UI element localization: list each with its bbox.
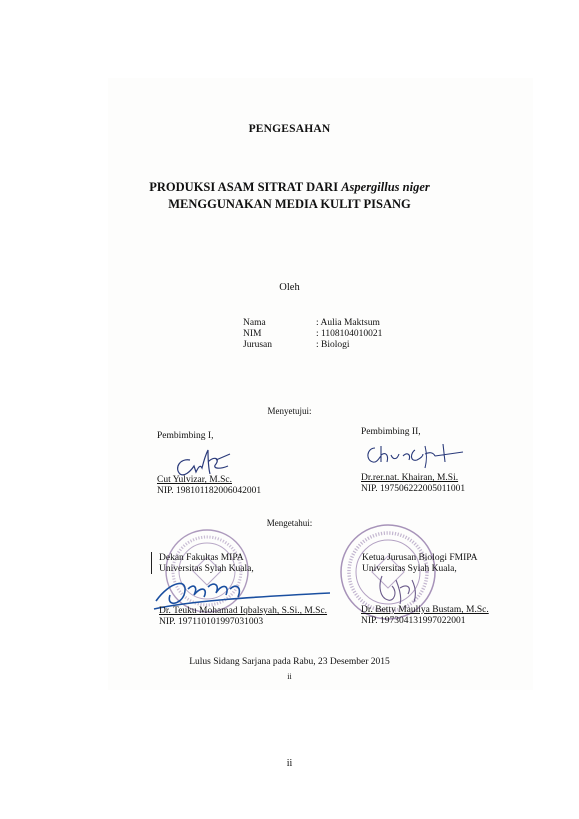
- title-organism: Aspergillus niger: [341, 180, 430, 194]
- ketua-name: Dr. Betty Mauliya Bustam, M.Sc.: [361, 605, 489, 615]
- approval-heading: Menyetujui:: [267, 406, 312, 416]
- field-value-nama: : Aulia Maktsum: [316, 318, 380, 328]
- pembimbing2-name: Dr.rer.nat. Khairan, M.Si.: [361, 473, 459, 483]
- acknowledgement-heading: Mengetahui:: [266, 518, 313, 528]
- field-label-jurusan: Jurusan: [243, 340, 273, 350]
- field-label-nama: Nama: [243, 318, 266, 328]
- inner-page-number: ii: [287, 672, 292, 681]
- dekan-nip: NIP. 197110101997031003: [159, 617, 264, 627]
- pembimbing1-name: Cut Yulvizar, M.Sc.: [157, 475, 232, 485]
- dekan-name: Dr. Teuku Mohamad Iqbalsyah, S.Si., M.Sc.: [159, 606, 328, 616]
- page-number: ii: [286, 758, 293, 769]
- page-heading: PENGESAHAN: [248, 123, 331, 135]
- signature-pembimbing2: [363, 440, 468, 470]
- signature-ketua: [372, 570, 432, 606]
- pembimbing2-role: Pembimbing II,: [361, 427, 421, 437]
- ketua-nip: NIP. 197304131997022001: [361, 616, 466, 626]
- pembimbing2-nip: NIP. 197506222005011001: [361, 484, 466, 494]
- thesis-title-line1: [0, 180, 579, 195]
- dekan-role-line1: Dekan Fakultas MIPA: [159, 553, 244, 563]
- ketua-role-line1: Ketua Jurusan Biologi FMIPA: [362, 553, 478, 563]
- pembimbing1-role: Pembimbing I,: [157, 431, 214, 441]
- ketua-role-line2: Universitas Syiah Kuala,: [362, 564, 457, 574]
- field-value-nim: : 1108104010021: [316, 329, 383, 339]
- author-intro: Oleh: [279, 282, 300, 293]
- title-line1-prefix: PRODUKSI ASAM SITRAT DARI: [149, 180, 342, 194]
- graduation-note: Lulus Sidang Sarjana pada Rabu, 23 Desember 2015: [189, 657, 390, 667]
- field-label-nim: NIM: [243, 329, 262, 339]
- signature-pembimbing1: [172, 446, 252, 478]
- pembimbing1-nip: NIP. 198101182006042001: [157, 486, 262, 496]
- thesis-title-line2: MENGGUNAKAN MEDIA KULIT PISANG: [168, 197, 411, 211]
- field-value-jurusan: : Biologi: [316, 340, 350, 350]
- dekan-role-line2: Universitas Syiah Kuala,: [159, 564, 254, 574]
